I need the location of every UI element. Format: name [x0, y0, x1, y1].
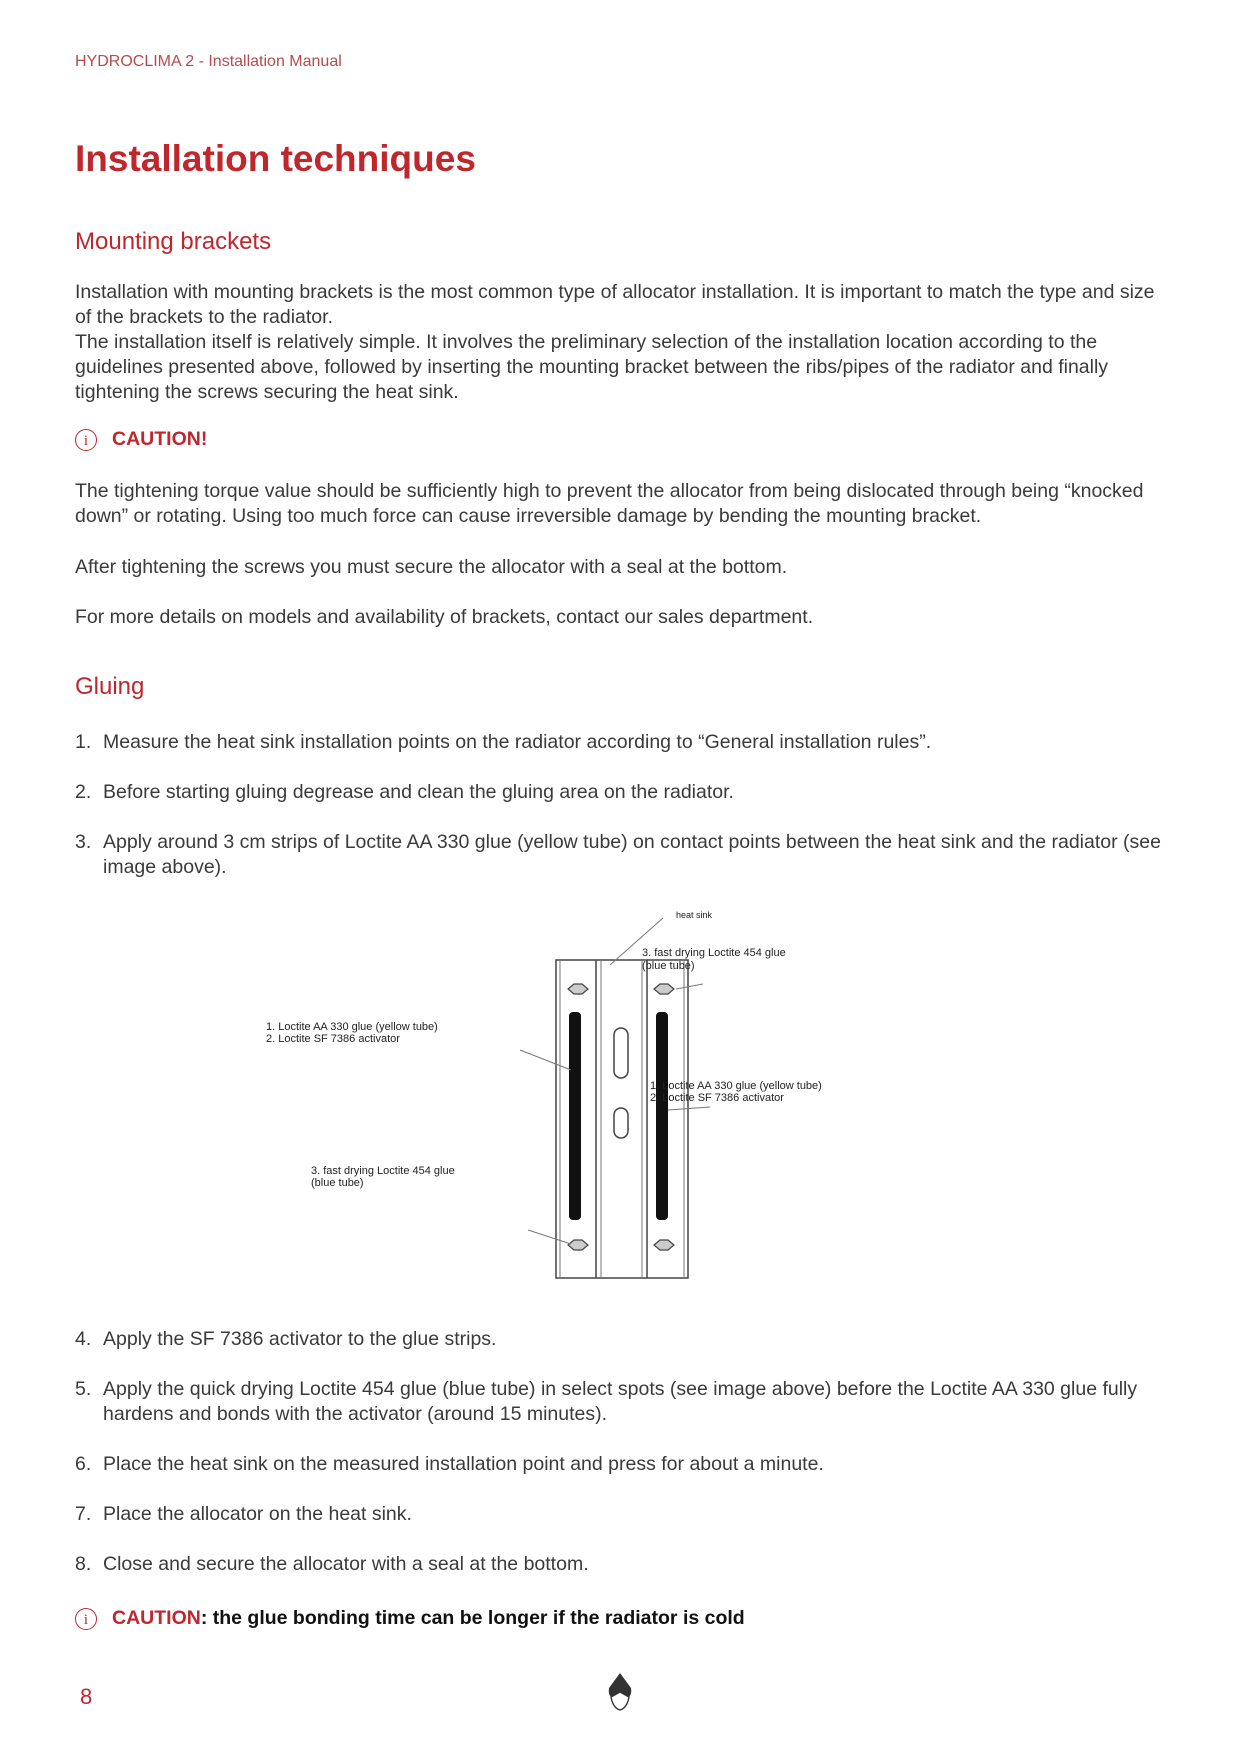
- list-item: [75, 730, 1175, 755]
- glue-strip-left: [569, 1012, 581, 1220]
- list-item: [75, 1327, 1175, 1352]
- mounting-intro-2: The installation itself is relatively simple. It involves the preliminary selection of the installation location according to the guidelines presented above, followed by inserting the mounting bracket between the ribs/pipes of the radiator and finally tightening the screws securing the heat sink.: [75, 331, 1109, 403]
- running-header: HYDROCLIMA 2 - Installation Manual: [75, 53, 342, 70]
- step-text: Close and secure the allocator with a seal at the bottom.: [103, 1553, 589, 1575]
- list-item: [75, 780, 1175, 805]
- step-number: 1.: [75, 731, 92, 753]
- seal-text: After tightening the screws you must secure the allocator with a seal at the bottom.: [75, 556, 788, 578]
- label-bottom-left-line1: 3. fast drying Loctite 454 glue: [311, 1165, 455, 1177]
- heat-sink-diagram: [266, 910, 980, 1290]
- step-text: Before starting gluing degrease and clean the gluing area on the radiator.: [103, 781, 734, 803]
- step-number: 2.: [75, 781, 92, 803]
- step-number: 4.: [75, 1328, 92, 1350]
- caution-label: CAUTION!: [112, 428, 208, 450]
- step-number: 5.: [75, 1378, 92, 1400]
- list-item: [75, 1452, 1175, 1477]
- step-number: 8.: [75, 1553, 92, 1575]
- caution-glue-notice: [75, 1607, 745, 1630]
- caution-glue-text: : the glue bonding time can be longer if the radiator is cold: [200, 1607, 745, 1629]
- brand-logo-icon: [607, 1672, 633, 1712]
- caution-label: CAUTION: [112, 1607, 201, 1629]
- info-icon: i: [75, 1608, 97, 1630]
- step-number: 7.: [75, 1503, 92, 1525]
- step-text: Apply the quick drying Loctite 454 glue (blue tube) in select spots (see image above) before the Loctite AA 330 glue fully hardens and bonds with the activator (around 15 minutes).: [103, 1378, 1138, 1425]
- details-text: For more details on models and availability of brackets, contact our sales department.: [75, 606, 814, 628]
- gluing-steps-list-continued: [75, 1327, 1175, 1602]
- label-left-line1: 1. Loctite AA 330 glue (yellow tube): [266, 1021, 438, 1033]
- step-text: Place the heat sink on the measured installation point and press for about a minute.: [103, 1453, 824, 1475]
- glue-strip-right: [656, 1012, 668, 1220]
- page-number: 8: [80, 1684, 93, 1709]
- label-top-right-line1: 3. fast drying Loctite 454 glue: [642, 947, 786, 959]
- label-top-right-line2: (blue tube): [642, 960, 695, 972]
- list-item: [75, 1377, 1175, 1427]
- step-text: Place the allocator on the heat sink.: [103, 1503, 412, 1525]
- list-item: [75, 1502, 1175, 1527]
- step-text: Apply around 3 cm strips of Loctite AA 330 glue (yellow tube) on contact points between the heat sink and the radiator (see image above).: [103, 831, 1161, 878]
- label-right-line1: 1. Loctite AA 330 glue (yellow tube): [650, 1080, 822, 1092]
- label-heat-sink: heat sink: [676, 910, 713, 920]
- section-heading-gluing: Gluing: [75, 673, 145, 700]
- label-bottom-left-line2: (blue tube): [311, 1177, 364, 1189]
- caution-text: The tightening torque value should be sufficiently high to prevent the allocator from being dislocated through being “knocked down” or rotating. Using too much force can cause irreversible damage by bending the mounting bracket.: [75, 480, 1144, 527]
- info-icon: i: [75, 429, 97, 451]
- gluing-steps-list: [75, 730, 1175, 905]
- step-text: Measure the heat sink installation points on the radiator according to “General installation rules”.: [103, 731, 932, 753]
- list-item: [75, 830, 1175, 880]
- mounting-intro: Installation with mounting brackets is the most common type of allocator installation. It is important to match the type and size of the brackets to the radiator.: [75, 281, 1155, 328]
- step-number: 6.: [75, 1453, 92, 1475]
- label-left-line2: 2. Loctite SF 7386 activator: [266, 1033, 400, 1045]
- slot-upper: [614, 1028, 628, 1078]
- section-heading-mounting: Mounting brackets: [75, 228, 272, 255]
- label-right-line2: 2. Loctite SF 7386 activator: [650, 1092, 784, 1104]
- list-item: [75, 1552, 1175, 1577]
- slot-lower: [614, 1108, 628, 1138]
- page-title: Installation techniques: [75, 138, 476, 179]
- step-number: 3.: [75, 831, 92, 853]
- step-text: Apply the SF 7386 activator to the glue strips.: [103, 1328, 497, 1350]
- caution-notice: [75, 428, 207, 451]
